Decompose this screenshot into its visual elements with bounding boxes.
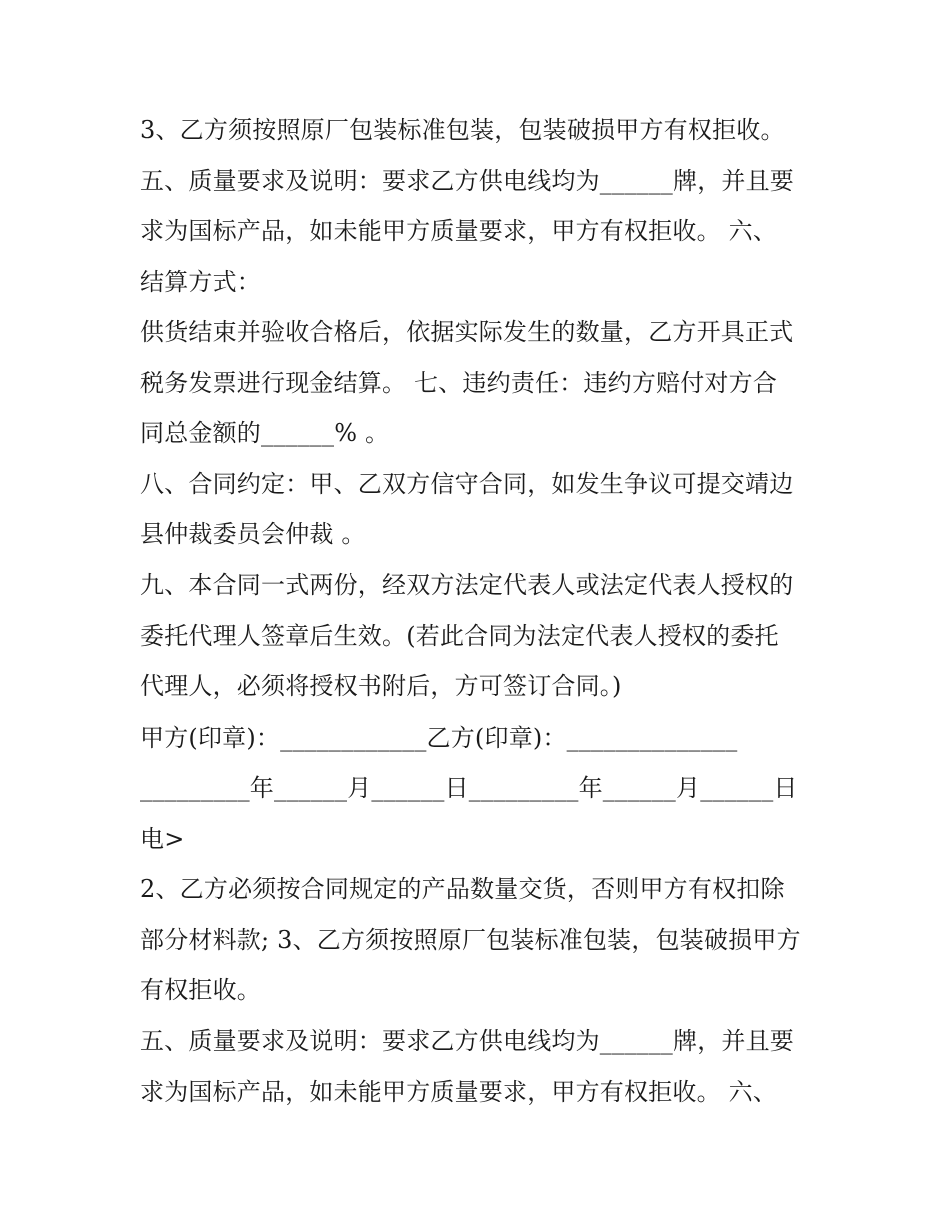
text-line: 求为国标产品，如未能甲方质量要求，甲方有权拒收。 六、 [140,1078,778,1106]
text-line: 五、质量要求及说明：要求乙方供电线均为______牌，并且要 [140,1027,794,1055]
text-line: 税务发票进行现金结算。 七、违约责任：违约方赔付对方合 [140,369,778,397]
text-line: 结算方式： [140,268,261,296]
text-line: 委托代理人签章后生效。(若此合同为法定代表人授权的委托 [140,622,779,650]
date-line: _________年______月______日_________年______月______日 [140,774,798,802]
text-line: 同总金额的______% 。 [140,419,390,447]
text-line: 2、乙方必须按合同规定的产品数量交货，否则甲方有权扣除 [140,875,785,903]
text-line: 部分材料款; 3、乙方须按照原厂包装标准包装，包装破损甲方 [140,926,801,954]
signature-line: 甲方(印章)：____________乙方(印章)：______________ [140,724,738,752]
text-line: 供货结束并验收合格后，依据实际发生的数量，乙方开具正式 [140,318,794,346]
text-line: 代理人，必须将授权书附后，方可签订合同。) [140,672,622,700]
text-line: 求为国标产品，如未能甲方质量要求，甲方有权拒收。 六、 [140,217,778,245]
text-line: 八、合同约定：甲、乙双方信守合同，如发生争议可提交靖边 [140,470,794,498]
text-line: 有权拒收。 [140,976,261,1004]
text-line: 3、乙方须按照原厂包装标准包装，包装破损甲方有权拒收。 [140,116,785,144]
text-line: 县仲裁委员会仲裁 。 [140,520,366,548]
text-line: 五、质量要求及说明：要求乙方供电线均为______牌，并且要 [140,167,794,195]
text-line: 电> [140,825,185,853]
text-line: 九、本合同一式两份，经双方法定代表人或法定代表人授权的 [140,571,794,599]
